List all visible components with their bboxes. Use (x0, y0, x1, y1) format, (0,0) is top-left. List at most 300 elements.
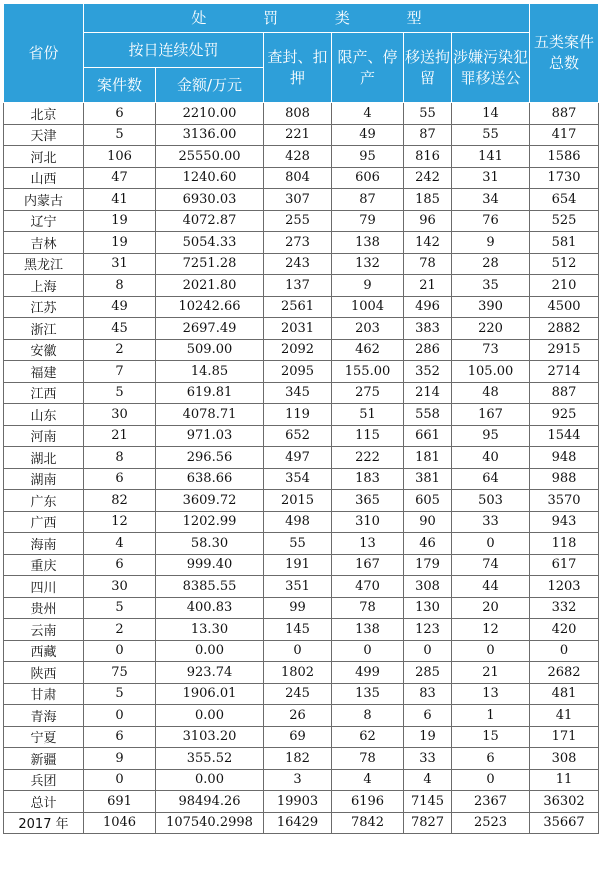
cell-crime: 40 (452, 447, 530, 469)
table-row (4, 124, 599, 146)
cell-detain: 181 (404, 447, 452, 469)
cell-detain: 214 (404, 382, 452, 404)
cell-limit: 8 (332, 705, 404, 727)
cell-cases: 7 (84, 361, 156, 383)
cell-seize: 119 (264, 404, 332, 426)
cell-total: 887 (530, 382, 599, 404)
cell-province: 陕西 (4, 662, 84, 684)
cell-province: 海南 (4, 533, 84, 555)
table-row (4, 726, 599, 748)
cell-cases: 19 (84, 232, 156, 254)
cell-province: 2017 年 (4, 812, 84, 834)
cell-detain: 90 (404, 511, 452, 533)
table-row (4, 361, 599, 383)
cell-crime: 14 (452, 103, 530, 125)
cell-limit: 9 (332, 275, 404, 297)
cell-cases: 9 (84, 748, 156, 770)
cell-limit: 87 (332, 189, 404, 211)
cell-total: 171 (530, 726, 599, 748)
cell-amount: 619.81 (156, 382, 264, 404)
cell-detain: 661 (404, 425, 452, 447)
cell-seize: 1802 (264, 662, 332, 684)
cell-limit: 275 (332, 382, 404, 404)
cell-amount: 2210.00 (156, 103, 264, 125)
cell-detain: 55 (404, 103, 452, 125)
cell-cases: 0 (84, 640, 156, 662)
cell-seize: 137 (264, 275, 332, 297)
cell-limit: 203 (332, 318, 404, 340)
cell-amount: 25550.00 (156, 146, 264, 168)
cell-seize: 307 (264, 189, 332, 211)
cell-detain: 123 (404, 619, 452, 641)
cell-amount: 107540.2998 (156, 812, 264, 834)
cell-crime: 15 (452, 726, 530, 748)
cell-cases: 47 (84, 167, 156, 189)
cell-limit: 138 (332, 619, 404, 641)
cell-crime: 6 (452, 748, 530, 770)
cell-detain: 179 (404, 554, 452, 576)
cell-limit: 0 (332, 640, 404, 662)
cell-crime: 503 (452, 490, 530, 512)
cell-province: 北京 (4, 103, 84, 125)
cell-cases: 5 (84, 382, 156, 404)
cell-province: 重庆 (4, 554, 84, 576)
cell-total: 210 (530, 275, 599, 297)
cell-crime: 48 (452, 382, 530, 404)
cell-limit: 365 (332, 490, 404, 512)
table-row (4, 640, 599, 662)
table-row (4, 296, 599, 318)
cell-seize: 354 (264, 468, 332, 490)
cell-amount: 0.00 (156, 640, 264, 662)
cell-limit: 138 (332, 232, 404, 254)
cell-seize: 0 (264, 640, 332, 662)
cell-cases: 1046 (84, 812, 156, 834)
cell-seize: 221 (264, 124, 332, 146)
cell-limit: 499 (332, 662, 404, 684)
cell-amount: 2021.80 (156, 275, 264, 297)
cell-total: 11 (530, 769, 599, 791)
cell-crime: 21 (452, 662, 530, 684)
cell-province: 浙江 (4, 318, 84, 340)
cell-cases: 41 (84, 189, 156, 211)
cell-seize: 182 (264, 748, 332, 770)
cell-total: 581 (530, 232, 599, 254)
cell-province: 兵团 (4, 769, 84, 791)
cell-amount: 8385.55 (156, 576, 264, 598)
cell-crime: 64 (452, 468, 530, 490)
cell-detain: 96 (404, 210, 452, 232)
cell-seize: 804 (264, 167, 332, 189)
cell-limit: 79 (332, 210, 404, 232)
penalty-table-container (3, 3, 598, 834)
cell-total: 1544 (530, 425, 599, 447)
cell-detain: 4 (404, 769, 452, 791)
cell-province: 西藏 (4, 640, 84, 662)
cell-province: 总计 (4, 791, 84, 813)
cell-seize: 2031 (264, 318, 332, 340)
table-row (4, 210, 599, 232)
cell-amount: 296.56 (156, 447, 264, 469)
cell-crime: 55 (452, 124, 530, 146)
penalty-statistics-table (3, 3, 599, 834)
table-row (4, 490, 599, 512)
cell-seize: 2095 (264, 361, 332, 383)
cell-province: 湖北 (4, 447, 84, 469)
cell-limit: 1004 (332, 296, 404, 318)
cell-detain: 130 (404, 597, 452, 619)
cell-province: 甘肃 (4, 683, 84, 705)
table-row (4, 447, 599, 469)
cell-province: 河北 (4, 146, 84, 168)
cell-total: 118 (530, 533, 599, 555)
cell-amount: 3136.00 (156, 124, 264, 146)
cell-amount: 3609.72 (156, 490, 264, 512)
cell-limit: 78 (332, 597, 404, 619)
cell-total: 925 (530, 404, 599, 426)
cell-limit: 13 (332, 533, 404, 555)
cell-crime: 2367 (452, 791, 530, 813)
cell-detain: 19 (404, 726, 452, 748)
cell-seize: 255 (264, 210, 332, 232)
cell-detain: 383 (404, 318, 452, 340)
cell-cases: 106 (84, 146, 156, 168)
table-row (4, 705, 599, 727)
cell-total: 617 (530, 554, 599, 576)
cell-limit: 4 (332, 103, 404, 125)
cell-total: 2882 (530, 318, 599, 340)
cell-detain: 78 (404, 253, 452, 275)
cell-cases: 8 (84, 275, 156, 297)
cell-cases: 31 (84, 253, 156, 275)
cell-cases: 12 (84, 511, 156, 533)
cell-crime: 12 (452, 619, 530, 641)
cell-amount: 355.52 (156, 748, 264, 770)
cell-cases: 691 (84, 791, 156, 813)
cell-total: 948 (530, 447, 599, 469)
cell-total: 2682 (530, 662, 599, 684)
cell-crime: 9 (452, 232, 530, 254)
cell-crime: 390 (452, 296, 530, 318)
cell-cases: 6 (84, 726, 156, 748)
cell-province: 天津 (4, 124, 84, 146)
table-row (4, 597, 599, 619)
cell-total: 2915 (530, 339, 599, 361)
cell-detain: 0 (404, 640, 452, 662)
cell-crime: 31 (452, 167, 530, 189)
cell-total: 988 (530, 468, 599, 490)
cell-cases: 45 (84, 318, 156, 340)
cell-crime: 13 (452, 683, 530, 705)
cell-detain: 46 (404, 533, 452, 555)
table-row (4, 253, 599, 275)
cell-detain: 558 (404, 404, 452, 426)
cell-province: 四川 (4, 576, 84, 598)
cell-province: 福建 (4, 361, 84, 383)
cell-detain: 7827 (404, 812, 452, 834)
header-crime: 涉嫌污染犯罪移送公 (452, 33, 530, 103)
cell-province: 宁夏 (4, 726, 84, 748)
table-row (4, 167, 599, 189)
cell-cases: 2 (84, 619, 156, 641)
cell-province: 吉林 (4, 232, 84, 254)
cell-amount: 4078.71 (156, 404, 264, 426)
cell-crime: 167 (452, 404, 530, 426)
table-row (4, 318, 599, 340)
cell-province: 广东 (4, 490, 84, 512)
cell-crime: 0 (452, 769, 530, 791)
cell-detain: 185 (404, 189, 452, 211)
cell-total: 481 (530, 683, 599, 705)
cell-total: 525 (530, 210, 599, 232)
cell-province: 黑龙江 (4, 253, 84, 275)
cell-amount: 6930.03 (156, 189, 264, 211)
cell-crime: 141 (452, 146, 530, 168)
cell-amount: 1202.99 (156, 511, 264, 533)
cell-seize: 3 (264, 769, 332, 791)
cell-cases: 8 (84, 447, 156, 469)
cell-amount: 3103.20 (156, 726, 264, 748)
table-row (4, 554, 599, 576)
cell-detain: 352 (404, 361, 452, 383)
cell-amount: 999.40 (156, 554, 264, 576)
cell-detain: 308 (404, 576, 452, 598)
table-row (4, 425, 599, 447)
cell-province: 辽宁 (4, 210, 84, 232)
cell-limit: 310 (332, 511, 404, 533)
cell-province: 贵州 (4, 597, 84, 619)
cell-total: 417 (530, 124, 599, 146)
header-detain: 移送拘留 (404, 33, 452, 103)
cell-limit: 51 (332, 404, 404, 426)
cell-amount: 58.30 (156, 533, 264, 555)
cell-province: 新疆 (4, 748, 84, 770)
header-province: 省份 (4, 4, 84, 103)
cell-limit: 606 (332, 167, 404, 189)
cell-detain: 496 (404, 296, 452, 318)
cell-total: 0 (530, 640, 599, 662)
cell-seize: 345 (264, 382, 332, 404)
cell-seize: 69 (264, 726, 332, 748)
cell-cases: 6 (84, 468, 156, 490)
table-row (4, 275, 599, 297)
cell-limit: 115 (332, 425, 404, 447)
cell-province: 山西 (4, 167, 84, 189)
cell-crime: 74 (452, 554, 530, 576)
table-row (4, 748, 599, 770)
cell-province: 广西 (4, 511, 84, 533)
cell-crime: 20 (452, 597, 530, 619)
cell-crime: 95 (452, 425, 530, 447)
header-limit: 限产、停产 (332, 33, 404, 103)
header-total: 五类案件总数 (530, 4, 599, 103)
cell-limit: 4 (332, 769, 404, 791)
cell-seize: 497 (264, 447, 332, 469)
cell-limit: 470 (332, 576, 404, 598)
cell-detain: 83 (404, 683, 452, 705)
cell-limit: 167 (332, 554, 404, 576)
cell-province: 江苏 (4, 296, 84, 318)
cell-seize: 26 (264, 705, 332, 727)
cell-limit: 49 (332, 124, 404, 146)
cell-detain: 21 (404, 275, 452, 297)
cell-seize: 273 (264, 232, 332, 254)
cell-total: 332 (530, 597, 599, 619)
cell-cases: 5 (84, 683, 156, 705)
cell-province: 上海 (4, 275, 84, 297)
cell-cases: 21 (84, 425, 156, 447)
cell-cases: 6 (84, 554, 156, 576)
header-seize: 查封、扣押 (264, 33, 332, 103)
cell-seize: 2015 (264, 490, 332, 512)
table-body (4, 103, 599, 834)
cell-crime: 1 (452, 705, 530, 727)
cell-crime: 44 (452, 576, 530, 598)
cell-amount: 638.66 (156, 468, 264, 490)
table-row (4, 189, 599, 211)
cell-seize: 99 (264, 597, 332, 619)
header-daily-penalty: 按日连续处罚 (84, 33, 264, 68)
cell-amount: 7251.28 (156, 253, 264, 275)
cell-province: 江西 (4, 382, 84, 404)
cell-province: 安徽 (4, 339, 84, 361)
cell-province: 河南 (4, 425, 84, 447)
table-row (4, 232, 599, 254)
cell-limit: 95 (332, 146, 404, 168)
cell-province: 湖南 (4, 468, 84, 490)
table-row (4, 662, 599, 684)
table-row (4, 103, 599, 125)
cell-crime: 28 (452, 253, 530, 275)
cell-crime: 105.00 (452, 361, 530, 383)
cell-province: 青海 (4, 705, 84, 727)
table-row (4, 683, 599, 705)
cell-limit: 135 (332, 683, 404, 705)
cell-cases: 2 (84, 339, 156, 361)
cell-cases: 30 (84, 404, 156, 426)
cell-cases: 49 (84, 296, 156, 318)
cell-limit: 6196 (332, 791, 404, 813)
cell-total: 1203 (530, 576, 599, 598)
cell-total: 2714 (530, 361, 599, 383)
cell-amount: 14.85 (156, 361, 264, 383)
cell-seize: 245 (264, 683, 332, 705)
cell-total: 512 (530, 253, 599, 275)
cell-amount: 1906.01 (156, 683, 264, 705)
cell-amount: 1240.60 (156, 167, 264, 189)
cell-cases: 75 (84, 662, 156, 684)
cell-total: 36302 (530, 791, 599, 813)
table-row (4, 404, 599, 426)
table-row (4, 619, 599, 641)
cell-cases: 0 (84, 769, 156, 791)
cell-amount: 400.83 (156, 597, 264, 619)
cell-detain: 6 (404, 705, 452, 727)
cell-seize: 19903 (264, 791, 332, 813)
table-row (4, 339, 599, 361)
cell-amount: 971.03 (156, 425, 264, 447)
cell-seize: 55 (264, 533, 332, 555)
cell-seize: 428 (264, 146, 332, 168)
cell-total: 41 (530, 705, 599, 727)
cell-crime: 34 (452, 189, 530, 211)
cell-total: 1586 (530, 146, 599, 168)
cell-seize: 2561 (264, 296, 332, 318)
cell-amount: 509.00 (156, 339, 264, 361)
header-amount: 金额/万元 (156, 68, 264, 103)
cell-limit: 155.00 (332, 361, 404, 383)
cell-province: 云南 (4, 619, 84, 641)
cell-amount: 2697.49 (156, 318, 264, 340)
cell-cases: 4 (84, 533, 156, 555)
cell-seize: 498 (264, 511, 332, 533)
table-row (4, 468, 599, 490)
cell-limit: 183 (332, 468, 404, 490)
cell-seize: 16429 (264, 812, 332, 834)
cell-amount: 4072.87 (156, 210, 264, 232)
table-row (4, 791, 599, 813)
header-penalty-type: 处 罚 类 型 (84, 4, 530, 33)
cell-cases: 19 (84, 210, 156, 232)
cell-total: 654 (530, 189, 599, 211)
cell-crime: 220 (452, 318, 530, 340)
cell-detain: 142 (404, 232, 452, 254)
cell-crime: 0 (452, 640, 530, 662)
cell-cases: 5 (84, 597, 156, 619)
cell-limit: 132 (332, 253, 404, 275)
cell-crime: 33 (452, 511, 530, 533)
table-row (4, 511, 599, 533)
cell-cases: 6 (84, 103, 156, 125)
cell-detain: 381 (404, 468, 452, 490)
cell-total: 4500 (530, 296, 599, 318)
cell-amount: 13.30 (156, 619, 264, 641)
cell-amount: 0.00 (156, 705, 264, 727)
cell-total: 420 (530, 619, 599, 641)
cell-crime: 35 (452, 275, 530, 297)
cell-crime: 76 (452, 210, 530, 232)
table-row (4, 576, 599, 598)
table-row (4, 146, 599, 168)
cell-crime: 0 (452, 533, 530, 555)
cell-province: 内蒙古 (4, 189, 84, 211)
cell-total: 943 (530, 511, 599, 533)
cell-total: 35667 (530, 812, 599, 834)
cell-limit: 78 (332, 748, 404, 770)
cell-seize: 2092 (264, 339, 332, 361)
cell-limit: 222 (332, 447, 404, 469)
cell-detain: 286 (404, 339, 452, 361)
cell-seize: 808 (264, 103, 332, 125)
cell-cases: 0 (84, 705, 156, 727)
cell-cases: 30 (84, 576, 156, 598)
cell-total: 308 (530, 748, 599, 770)
cell-limit: 462 (332, 339, 404, 361)
cell-detain: 7145 (404, 791, 452, 813)
cell-amount: 98494.26 (156, 791, 264, 813)
cell-cases: 5 (84, 124, 156, 146)
cell-crime: 2523 (452, 812, 530, 834)
cell-detain: 33 (404, 748, 452, 770)
cell-crime: 73 (452, 339, 530, 361)
header-cases: 案件数 (84, 68, 156, 103)
cell-seize: 191 (264, 554, 332, 576)
cell-detain: 285 (404, 662, 452, 684)
cell-amount: 10242.66 (156, 296, 264, 318)
cell-seize: 652 (264, 425, 332, 447)
cell-province: 山东 (4, 404, 84, 426)
cell-amount: 923.74 (156, 662, 264, 684)
